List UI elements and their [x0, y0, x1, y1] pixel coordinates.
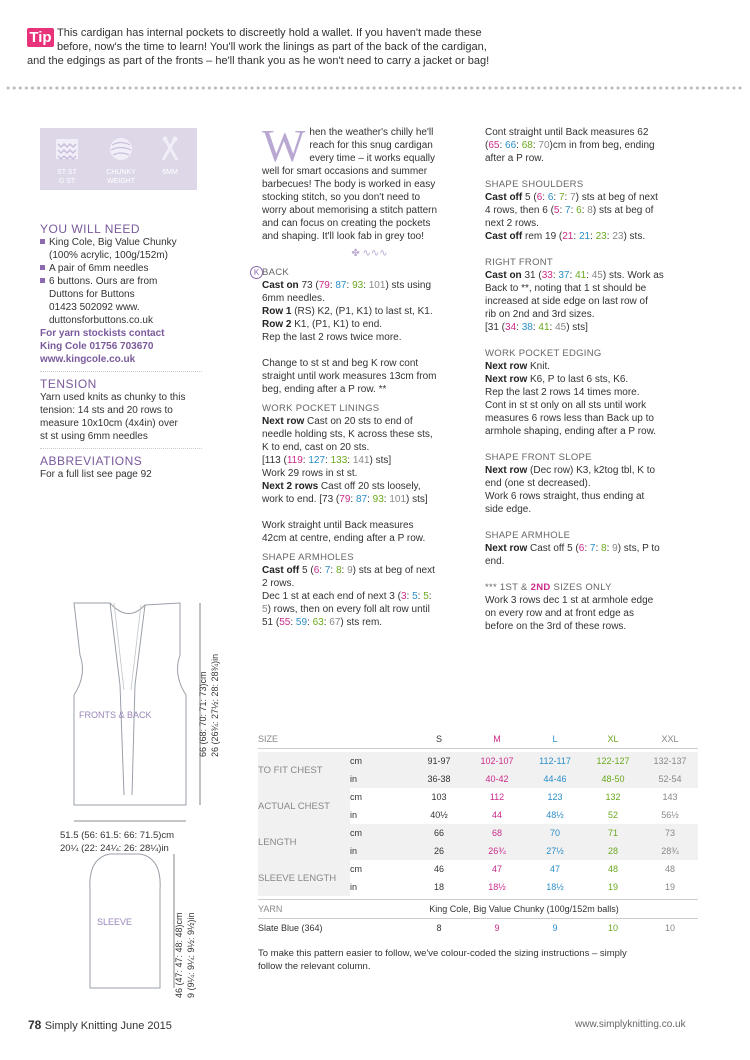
pocket-line: Work straight until Back measures [262, 520, 414, 531]
tip-text [27, 26, 507, 68]
knit-badge-icon: K [250, 266, 263, 279]
knitting-needles-icon [158, 136, 182, 162]
intro-line: worry about memorising a stitch pattern [262, 205, 438, 216]
sizes-only-line: before on the 3rd of these rows. [485, 621, 627, 632]
row-label: LENGTH [258, 824, 350, 860]
yarn-heading: YARN [258, 904, 283, 914]
tension-line-2: tension: 14 sts and 20 rows to [40, 405, 173, 416]
gauge-needle-size: 6MM [162, 169, 178, 176]
dotted-divider [0, 85, 750, 91]
need-yarn: King Cole, Big Value Chunky [49, 237, 177, 248]
stockists-line-1: For yarn stockists contact [40, 328, 165, 339]
tension-heading: TENSION [40, 377, 97, 391]
row-unit: in [350, 810, 358, 820]
back-line: Rep the last 2 rows twice more. [262, 332, 402, 343]
sidebar [40, 222, 210, 481]
table-row [258, 824, 698, 842]
table-cell: 44 [491, 810, 502, 820]
armhole-line: 2 rows. [262, 578, 295, 589]
back-line: straight until work measures 13cm from [262, 371, 437, 382]
body-width-cm: 51.5 (56: 61.5: 66: 71.5)cm [60, 830, 175, 841]
back-heading: BACK [262, 267, 290, 278]
sleeve-length-in: 9 (9¼: 9¼: 9½: 9½)in [186, 912, 196, 998]
table-cell: 28 [584, 842, 642, 860]
table-cell: 70 [526, 824, 584, 842]
size-m: M [493, 734, 501, 744]
table-cell: 36-38 [410, 770, 468, 788]
table-cell: 47 [491, 864, 502, 874]
pocket-line: Work 29 rows in st st. [262, 468, 358, 479]
table-cell: 44-46 [526, 770, 584, 788]
gauge-st-st: ST ST [57, 169, 77, 176]
gauge-box [40, 128, 197, 190]
you-will-need-heading: YOU WILL NEED [40, 222, 141, 236]
pocket-linings-heading: WORK POCKET LININGS [262, 403, 380, 414]
table-note-line-1: To make this pattern easier to follow, we've colour-coded the sizing instructions – simply [258, 948, 627, 959]
tension-line-3: measure 10x10cm (4x4in) over [40, 418, 178, 429]
row-unit: cm [350, 752, 410, 770]
tension-line-4: st st using 6mm needles [40, 431, 148, 442]
table-cell: 122-127 [584, 752, 642, 770]
need-buttons-phone: 01423 502092 www. [49, 302, 140, 313]
table-cell: 26¾ [468, 842, 526, 860]
yarn-name: King Cole, Big Value Chunky (100g/152m balls) [429, 904, 619, 914]
balls-s: 8 [436, 923, 442, 933]
size-table-rows [258, 752, 698, 896]
right-front-heading: RIGHT FRONT [485, 257, 554, 268]
fronts-back-label: FRONTS & BACK [79, 710, 152, 720]
magazine-issue: Simply Knitting June 2015 [44, 1020, 172, 1032]
edging-line: measures 6 rows less than Back up to [485, 413, 654, 424]
table-cell: 47 [549, 864, 560, 874]
table-cell: 52 [607, 810, 618, 820]
shape-armhole-heading: SHAPE ARMHOLE [485, 530, 571, 541]
sizes-only-line: Work 3 rows dec 1 st at armhole edge [485, 595, 654, 606]
back-line: beg, ending after a P row. ** [262, 384, 387, 395]
intro-line: stocking stitch, so you don't need to [262, 192, 421, 203]
size-table [258, 730, 698, 973]
table-note-line-2: follow the relevant column. [258, 961, 371, 972]
pocket-line: needle holding sts, K across these sts, [262, 429, 433, 440]
tip-line-3: and the edgings as part of the fronts – he'll thank you as he won't need to carry a jacket or bag! [27, 55, 490, 67]
intro-line: and can focus on creating the pockets [262, 218, 431, 229]
right-front-line: Back to **, noting that 1 st should be [485, 283, 647, 294]
slope-line: Work 6 rows straight, thus ending at [485, 491, 645, 502]
need-buttons-url[interactable]: duttonsforbuttons.co.uk [49, 315, 153, 326]
pocket-line: 42cm at centre, ending after a P row. [262, 533, 426, 544]
sizes-only-line: on every row and at front edge as [485, 608, 634, 619]
pattern-column-1: W hen the weather's chilly he'll reach for this snug cardigan every time – it works equally well for smart occasions and summer barbecues! The body is worked in easy stocking stitch, so you don't need to worry about memorising a stitch pattern and can focus on creating the pockets and shaping. It'll look fab in grey too! ✤ ∿∿∿ K BACK Cast on 73 (79: 87: 93: 101) sts using 6mm needles. Row 1 (RS) K2, (P1, K1) to last st, K1. Row 2 K1, (P1, K1) to end. Rep the last 2 rows twice more. Change to st st and beg K row cont straight until work measures 13cm from beg, ending after a P row. ** WORK POCKET LININGS Next row Cast on 20 sts to end of needle holding sts, K across these sts, K to end, cast on 20 sts. [113 (119: 127: 133: 141) sts] Work 29 rows in st st. Next 2 rows Cast off 20 sts loosely, work to end. [73 (79: 87: 93: 101) sts] Work straight until Back measures 42cm at centre, ending after a P row. SHAPE ARMHOLES Cast off 5 (6: 7: 8: 9) sts at beg of next 2 rows. Dec 1 st at each end of next 3 (3: 5: 5: 5) rows, then on every foll alt row until 51 (55: 59: 63: 67) sts rem. [262, 126, 477, 629]
cont-line: after a P row. [485, 153, 544, 164]
table-cell: 132-137 [642, 752, 698, 770]
table-cell: 18½ [488, 882, 506, 892]
tip-badge: Tip [27, 28, 54, 47]
intro-line: hen the weather's chilly he'll [309, 127, 434, 138]
size-l: L [552, 734, 558, 744]
intro-line: barbecues! The body is worked in easy [262, 179, 436, 190]
gauge-chunky: CHUNKY [106, 169, 136, 176]
row-unit: in [350, 770, 410, 788]
table-cell: 103 [431, 792, 447, 802]
table-cell: 18 [433, 882, 444, 892]
balls-xxl: 10 [664, 923, 675, 933]
need-needles: A pair of 6mm needles [49, 263, 149, 274]
table-cell: 68 [468, 824, 526, 842]
row-unit: cm [350, 792, 362, 802]
shoulder-line: next 2 rows. [485, 218, 539, 229]
size-s: S [435, 734, 442, 744]
right-front-line: rib on 2nd and 3rd sizes. [485, 309, 595, 320]
footer-page [28, 1018, 172, 1032]
balls-m: 9 [494, 923, 500, 933]
tip-line-2: before, now's the time to learn! You'll work the linings as part of the back of the cardigan, [57, 41, 487, 53]
pattern-column-2: Cont straight until Back measures 62 (65: 66: 68: 70)cm in from beg, ending after a P row. SHAPE SHOULDERS Cast off 5 (6: 6: 7: 7) sts at beg of next 4 rows, then 6 (5: 7: 6: 8) sts at beg of next 2 rows. Cast off rem 19 (21: 21: 23: 23) sts. RIGHT FRONT Cast on 31 (33: 37: 41: 45) sts. Work as Back to **, noting that 1 st should be increased at side edge on last row of rib on 2nd and 3rd sizes. [31 (34: 38: 41: 45) sts] WORK POCKET EDGING Next row Knit. Next row K6, P to last 6 sts, K6. Rep the last 2 rows 14 times more. Cont in st st only on all sts until work measures 6 rows less than Back up to armhole shaping, ending after a P row. SHAPE FRONT SLOPE Next row (Dec row) K3, k2tog tbl, K to end (one st decreased). Work 6 rows straight, thus ending at side edge. SHAPE ARMHOLE Next row Cast off 5 (6: 7: 8: 9) sts, P to end. *** 1ST & 2ND SIZES ONLY Work 3 rows dec 1 st at armhole edge on every row and at front edge as before on the 3rd of these rows. [485, 126, 700, 633]
row-unit: in [350, 842, 410, 860]
sleeve-label: SLEEVE [97, 917, 133, 927]
table-cell: 26 [410, 842, 468, 860]
table-cell: 28¾ [642, 842, 698, 860]
sleeve-length-cm: 46 (47: 47: 48: 48)cm [174, 912, 184, 998]
table-cell: 71 [584, 824, 642, 842]
size-xxl: XXL [661, 734, 679, 744]
slope-line: end (one st decreased). [485, 478, 591, 489]
shape-armholes-heading: SHAPE ARMHOLES [262, 552, 354, 563]
footer-url[interactable]: www.simplyknitting.co.uk [575, 1019, 686, 1030]
row-unit: cm [350, 824, 410, 842]
yarn-colour: Slate Blue (364) [258, 923, 323, 933]
table-cell: 132 [605, 792, 621, 802]
row-unit: cm [350, 864, 362, 874]
bullet-icon [40, 239, 45, 244]
table-cell: 56½ [661, 810, 679, 820]
armhole-line: end. [485, 556, 505, 567]
intro-line: and shaping. It'll look fab in grey too! [262, 231, 425, 242]
intro-paragraph [262, 120, 477, 243]
back-line: Change to st st and beg K row cont [262, 358, 419, 369]
edging-line: Rep the last 2 rows 14 times more. [485, 387, 640, 398]
table-cell: 19 [664, 882, 675, 892]
pocket-line: K to end, cast on 20 sts. [262, 442, 370, 453]
yarn-ball-icon [108, 136, 134, 162]
bullet-icon [40, 265, 45, 270]
drop-cap: W [262, 120, 306, 171]
table-cell: 40-42 [468, 770, 526, 788]
intro-line: reach for this snug cardigan [309, 140, 433, 151]
table-cell: 40½ [430, 810, 448, 820]
ornament-divider: ✤ ∿∿∿ [351, 248, 388, 259]
page-number: 78 [28, 1018, 42, 1032]
right-front-line: increased at side edge on last row of [485, 296, 648, 307]
table-cell: 123 [547, 792, 563, 802]
need-buttons-supplier: Duttons for Buttons [49, 289, 135, 300]
shape-shoulders-heading: SHAPE SHOULDERS [485, 179, 584, 190]
need-yarn-detail: (100% acrylic, 100g/152m) [49, 250, 168, 261]
table-row [258, 860, 698, 878]
need-buttons: 6 buttons. Ours are from [49, 276, 158, 287]
table-cell: 48-50 [584, 770, 642, 788]
stockists-line-2: King Cole 01756 703670 [40, 341, 154, 352]
table-cell: 112-117 [526, 752, 584, 770]
balls-l: 9 [552, 923, 558, 933]
row-label: ACTUAL CHEST [258, 788, 350, 824]
table-row [258, 752, 698, 770]
table-cell: 52-54 [642, 770, 698, 788]
table-cell: 102-107 [468, 752, 526, 770]
gauge-g-st: G ST [58, 178, 76, 185]
balls-xl: 10 [607, 923, 618, 933]
stitch-swatch-icon [54, 136, 80, 162]
table-cell: 112 [489, 792, 505, 802]
table-cell: 48½ [546, 810, 564, 820]
row-unit: in [350, 882, 358, 892]
row-label: TO FIT CHEST [258, 752, 350, 788]
size-xl: XL [607, 734, 619, 744]
row-label: SLEEVE LENGTH [258, 860, 350, 896]
intro-line: well for smart occasions and summer [262, 166, 428, 177]
abbreviations-heading: ABBREVIATIONS [40, 454, 143, 468]
table-cell: 73 [642, 824, 698, 842]
table-cell: 18½ [546, 882, 564, 892]
bullet-icon [40, 278, 45, 283]
edging-line: Cont in st st only on all sts until work [485, 400, 647, 411]
tension-line-1: Yarn used knits as chunky to this [40, 392, 186, 403]
front-slope-heading: SHAPE FRONT SLOPE [485, 452, 592, 463]
table-cell: 66 [410, 824, 468, 842]
table-cell: 19 [607, 882, 618, 892]
body-height-in: 26 (26¾: 27½: 28: 28¾)in [210, 653, 220, 757]
body-height-cm: 66 (68: 70: 71: 73)cm [198, 671, 208, 757]
table-cell: 91-97 [410, 752, 468, 770]
tip-line-1: This cardigan has internal pockets to discreetly hold a wallet. If you haven't made these [57, 27, 482, 39]
table-cell: 27½ [526, 842, 584, 860]
table-cell: 48 [607, 864, 618, 874]
slope-line: side edge. [485, 504, 532, 515]
stockists-url[interactable]: www.kingcole.co.uk [40, 354, 136, 365]
intro-line: every time – it works equally [309, 153, 436, 164]
gauge-weight: WEIGHT [107, 178, 135, 185]
edging-line: armhole shaping, ending after a P row. [485, 426, 657, 437]
table-cell: 46 [433, 864, 444, 874]
body-width-in: 20¼ (22: 24¼: 26: 28¼)in [60, 843, 169, 854]
pocket-edging-heading: WORK POCKET EDGING [485, 348, 602, 359]
cont-line: Cont straight until Back measures 62 [485, 127, 649, 138]
back-line: 6mm needles. [262, 293, 325, 304]
table-cell: 143 [662, 792, 678, 802]
table-row [258, 788, 698, 806]
abbreviations-text: For a full list see page 92 [40, 469, 152, 480]
size-heading: SIZE [258, 734, 279, 744]
table-cell: 48 [664, 864, 675, 874]
